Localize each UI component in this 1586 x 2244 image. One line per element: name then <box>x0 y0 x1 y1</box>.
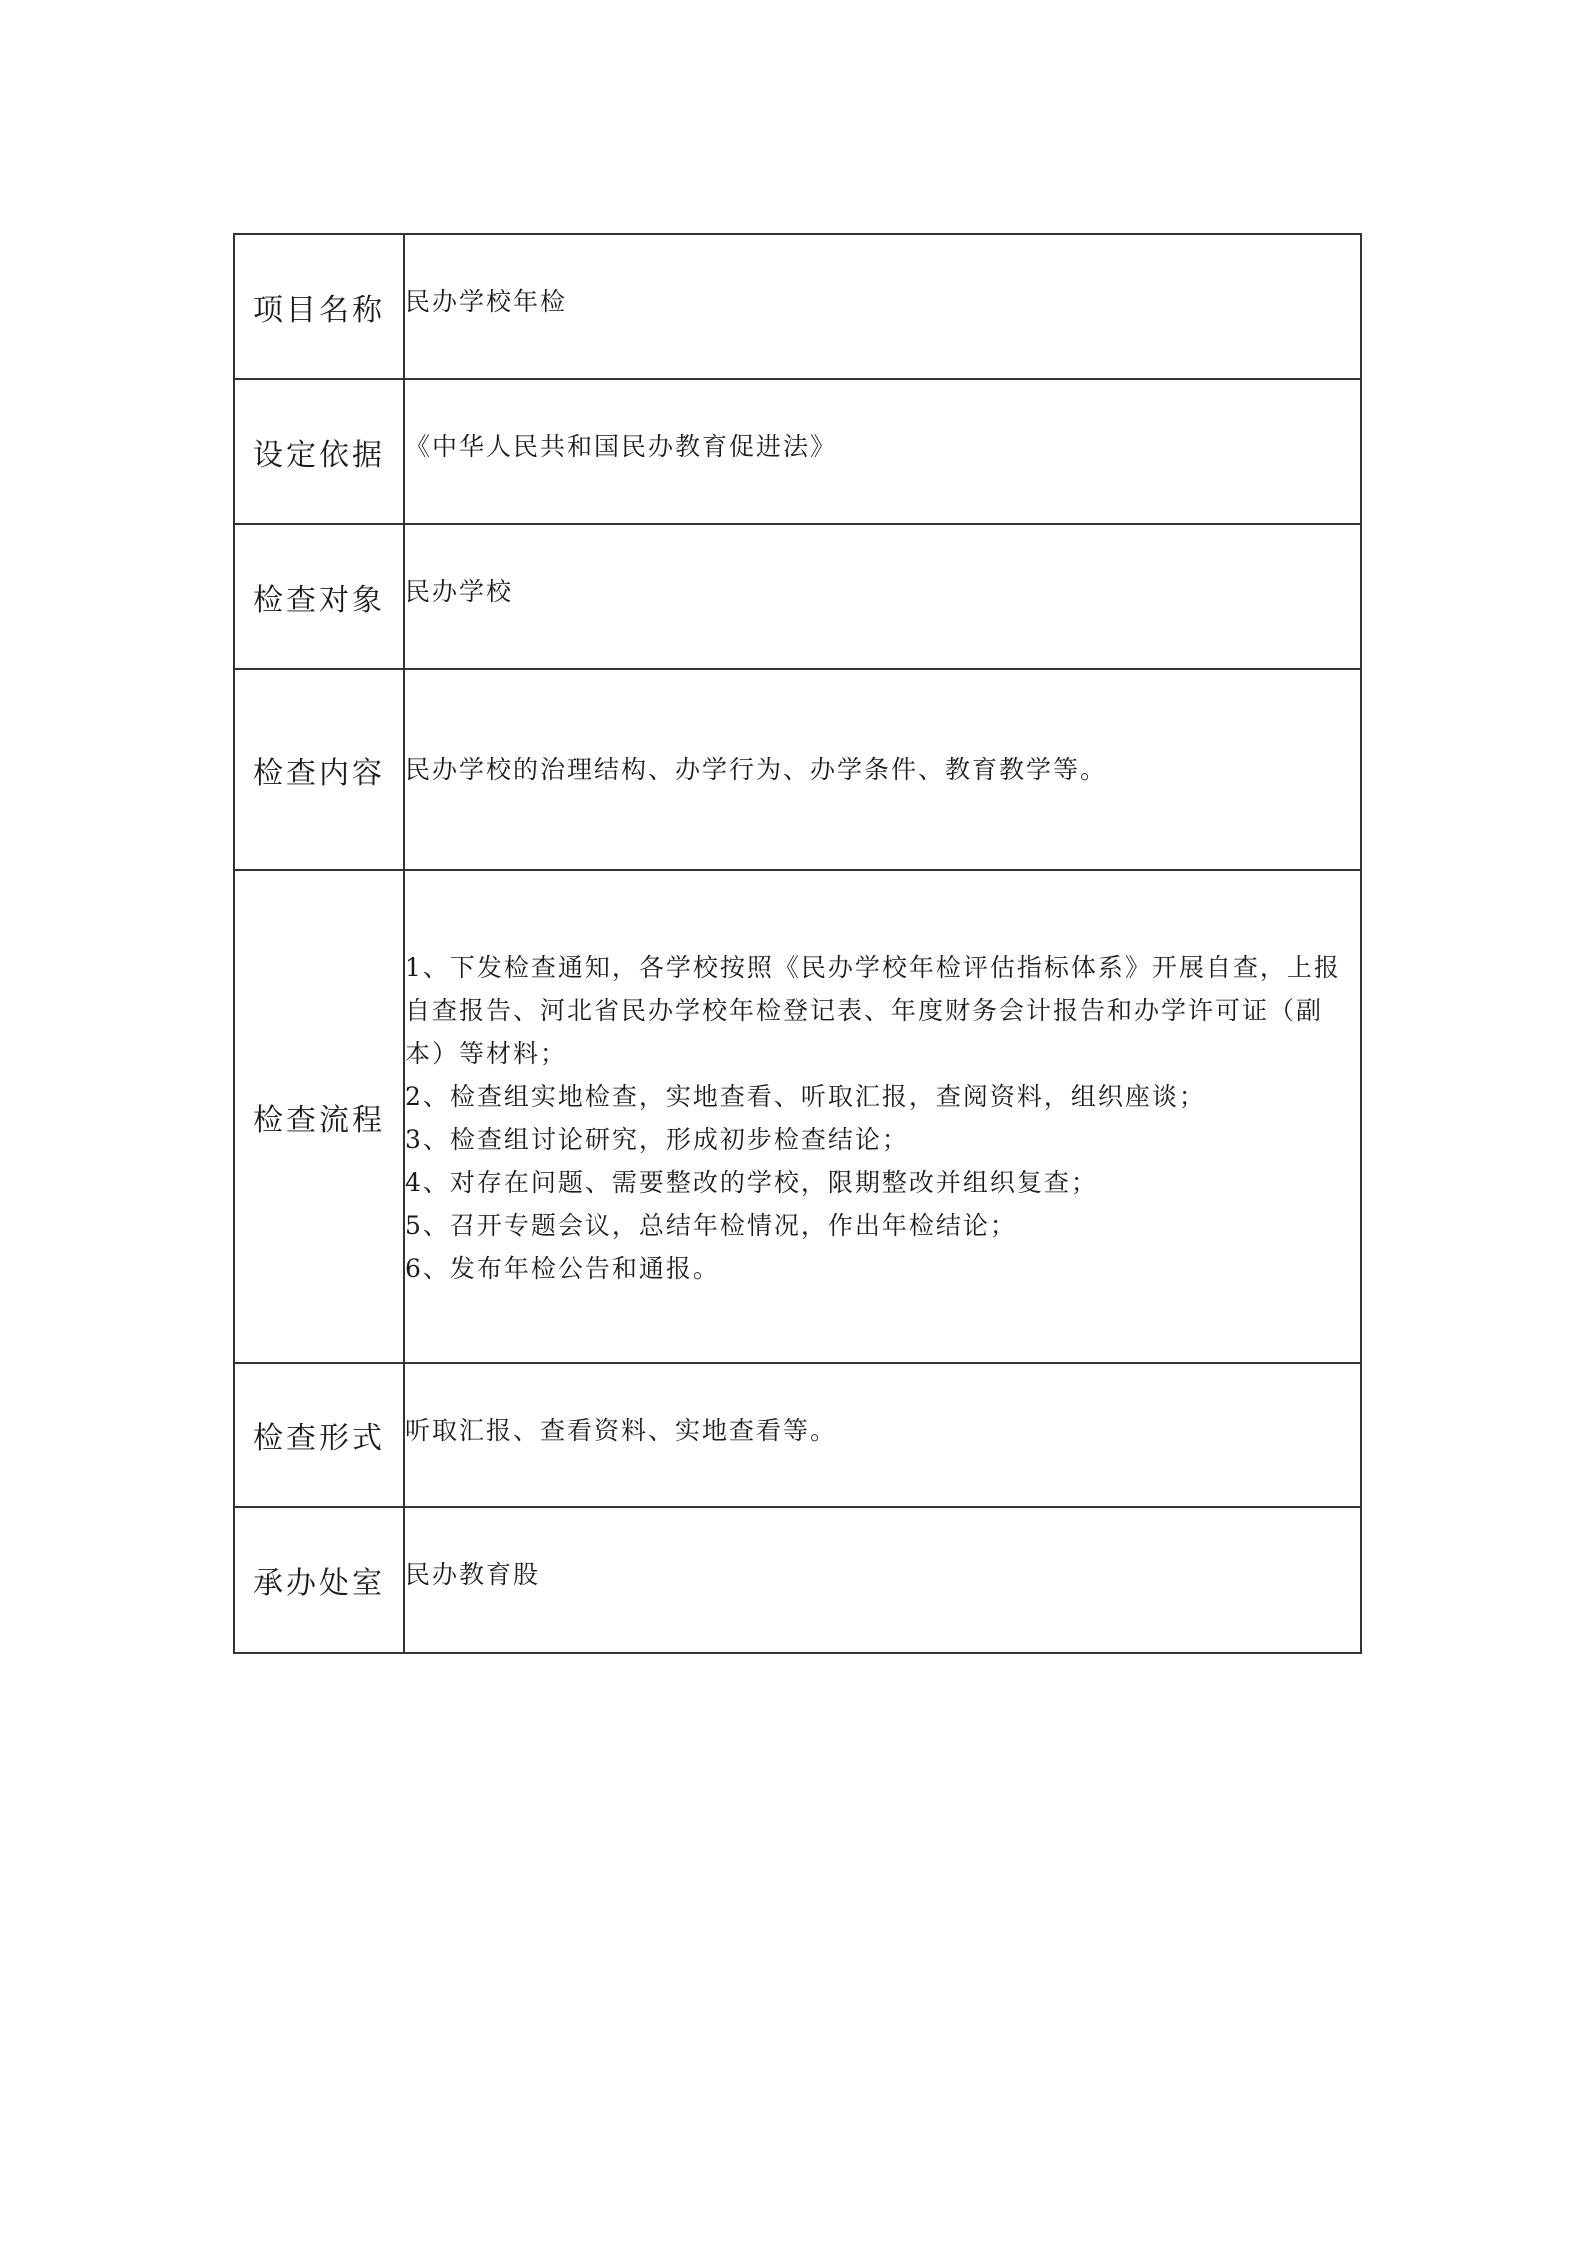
process-step: 3、检查组讨论研究，形成初步检查结论； <box>405 1125 909 1154</box>
process-steps-list <box>405 871 1360 1290</box>
responsible-office-text: 民办教育股 <box>405 1560 541 1589</box>
inspection-form-text: 听取汇报、查看资料、实地查看等。 <box>405 1416 838 1445</box>
row-label-inspection-content: 检查内容 <box>234 669 404 870</box>
row-value-responsible-office <box>404 1507 1361 1653</box>
row-label-project-name: 项目名称 <box>234 234 404 379</box>
row-value-inspection-target <box>404 524 1361 669</box>
inspection-target-text: 民办学校 <box>405 577 514 606</box>
row-value-legal-basis <box>404 379 1361 524</box>
table-row <box>234 669 1361 870</box>
inspection-info-table <box>233 233 1362 1654</box>
row-value-project-name <box>404 234 1361 379</box>
table-row <box>234 1363 1361 1507</box>
table-row <box>234 524 1361 669</box>
process-step: 4、对存在问题、需要整改的学校，限期整改并组织复查； <box>405 1168 1098 1197</box>
row-label-inspection-target: 检查对象 <box>234 524 404 669</box>
row-label-inspection-process: 检查流程 <box>234 870 404 1363</box>
table-row <box>234 234 1361 379</box>
process-step: 5、召开专题会议，总结年检情况，作出年检结论； <box>405 1211 1017 1240</box>
process-step: 2、检查组实地检查，实地查看、听取汇报，查阅资料，组织座谈； <box>405 1082 1206 1111</box>
table-row <box>234 870 1361 1363</box>
row-value-inspection-form <box>404 1363 1361 1507</box>
row-value-inspection-content: 民办学校的治理结构、办学行为、办学条件、教育教学等。 <box>404 669 1361 870</box>
legal-basis-text: 《中华人民共和国民办教育促进法》 <box>405 432 838 461</box>
row-label-legal-basis: 设定依据 <box>234 379 404 524</box>
project-name-text: 民办学校年检 <box>405 287 568 316</box>
process-step: 1、下发检查通知，各学校按照《民办学校年检评估指标体系》开展自查，上报自查报告、河北省民办学校年检登记表、年度财务会计报告和办学许可证（副本）等材料； <box>405 953 1341 1068</box>
row-value-inspection-process <box>404 870 1361 1363</box>
row-label-responsible-office: 承办处室 <box>234 1507 404 1653</box>
table-row <box>234 1507 1361 1653</box>
process-step: 6、发布年检公告和通报。 <box>405 1254 720 1283</box>
row-label-inspection-form: 检查形式 <box>234 1363 404 1507</box>
table-row <box>234 379 1361 524</box>
